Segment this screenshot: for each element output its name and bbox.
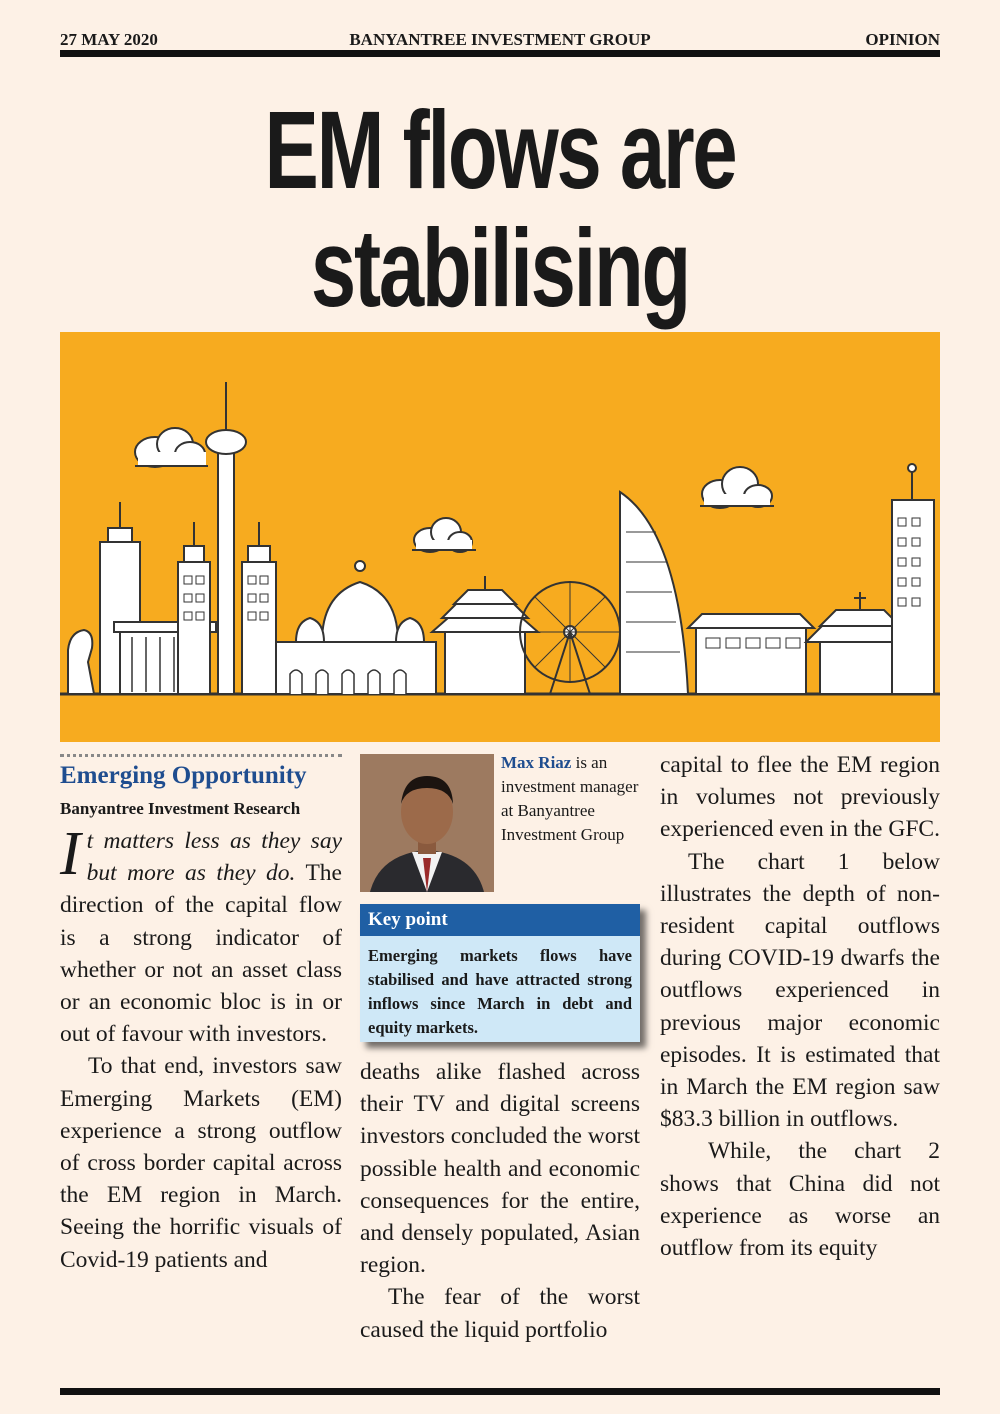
column-2-paragraph-1: deaths alike flashed across their TV and digital screens investors concluded the worst possible health and economic consequences for the entire, and densely populated, Asian region. (360, 1059, 640, 1279)
skyline-illustration (60, 332, 940, 742)
author-photo (360, 754, 494, 892)
bottom-rule (60, 1388, 940, 1395)
section-label: OPINION (865, 30, 940, 49)
publisher-name: BANYANTREE INVESTMENT GROUP (349, 30, 651, 49)
author-name: Max Riaz (501, 753, 572, 772)
column-3-paragraph-3: While, the chart 2 shows that China did not experience as worse an outflow from its equity (660, 1138, 940, 1262)
paragraph-2: To that end, investors saw Emerging Markets (EM) experience a strong outflow of cross border capital across the EM region in March. Seeing the horrific visuals of Covid-19 patients and (60, 1053, 342, 1273)
issue-date: 27 MAY 2020 (60, 30, 158, 49)
key-point-title: Key point (360, 904, 640, 936)
author-description: is an investment manager at Banyantree Investment Group (501, 753, 639, 844)
cloud-2 (412, 518, 476, 552)
key-point-box (360, 904, 640, 1042)
cloud-3 (700, 467, 774, 508)
author-bio (501, 751, 641, 847)
hero-illustration (60, 332, 940, 742)
key-point-text: Emerging markets flows have stabilised and have attracted strong inflows since March in debt and equity markets. (368, 946, 632, 1037)
top-rule (60, 50, 940, 57)
column-2-paragraph-2: The fear of the worst caused the liquid portfolio (360, 1284, 640, 1343)
article-column-1 (60, 754, 342, 1276)
dotted-divider (60, 754, 342, 757)
article-column-2 (360, 1056, 640, 1346)
byline: Banyantree Investment Research (60, 799, 301, 818)
column-3-paragraph-2: The chart 1 below illustrates the depth of non-resident capital outflows during COVID-19 dwarfs the outflows experienced in previous major economic episodes. It is estimated that in March the EM region saw $83.3 billion in outflows. (660, 848, 940, 1133)
lead-sentence: t matters less as they say but more as they do. (86, 828, 342, 887)
section-title: Emerging Opportunity (60, 762, 307, 789)
masthead (60, 30, 940, 50)
cloud-1 (135, 428, 208, 467)
column-1-text (60, 820, 342, 1276)
article-column-3 (660, 749, 940, 1264)
column-3-paragraph-1: capital to flee the EM region in volumes not previously experienced even in the GFC. (660, 752, 940, 843)
drop-cap: I (60, 820, 81, 888)
paragraph-1-rest: The direction of the capital flow is a strong indicator of whether or not an asset class or an economic bloc is in or out of favour with investors. (60, 860, 342, 1048)
headline-line-1: EM flows are stabilising (264, 89, 736, 330)
